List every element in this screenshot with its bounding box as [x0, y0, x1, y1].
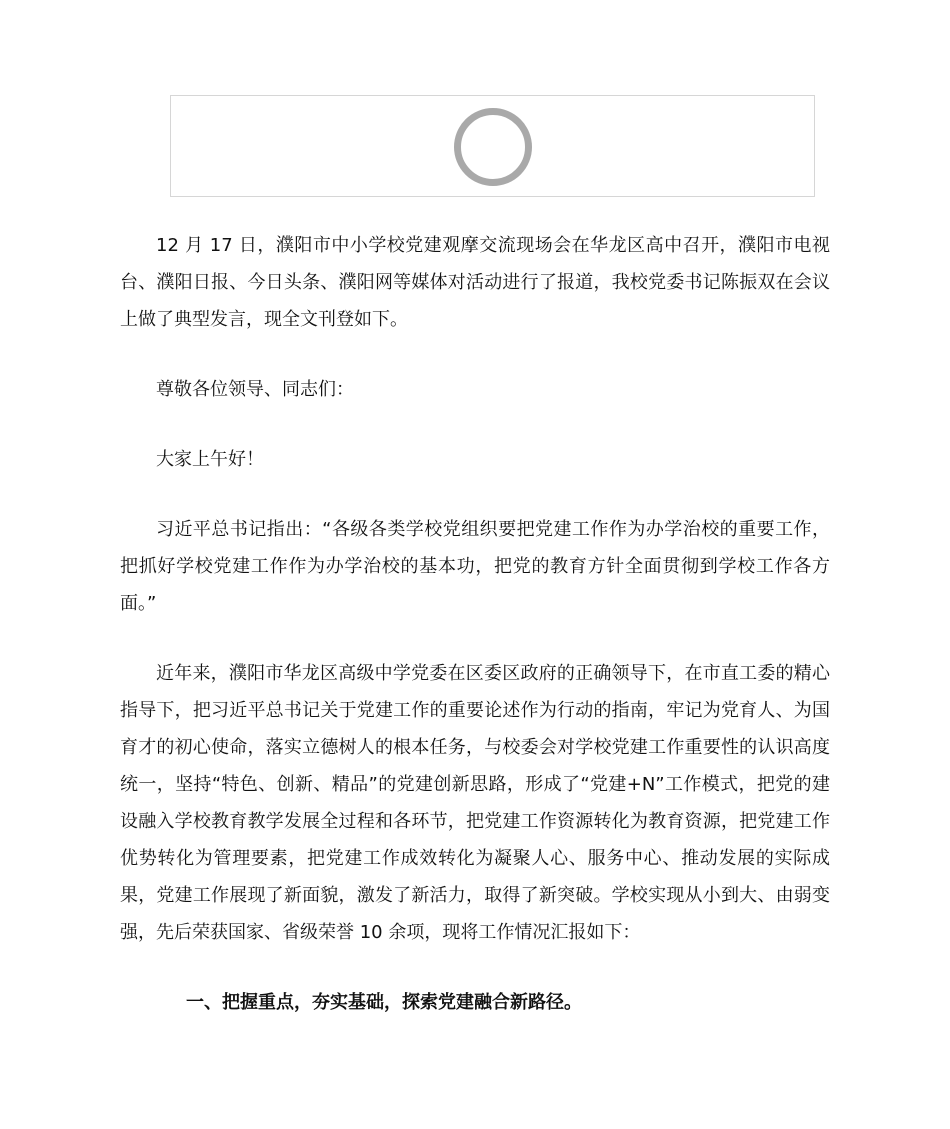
- salutation: 尊敬各位领导、同志们：: [156, 379, 354, 400]
- image-placeholder: [170, 95, 815, 197]
- intro-paragraph: 12 月 17 日，濮阳市中小学校党建观摩交流现场会在华龙区高中召开，濮阳市电视台、濮阳日报、今日头条、濮阳网等媒体对活动进行了报道，我校党委书记陈振双在会议上做了典型发言，现全文刊登如下。: [120, 235, 830, 330]
- greeting: 大家上午好！: [156, 449, 264, 470]
- quote-paragraph: 习近平总书记指出：“各级各类学校党组织要把党建工作作为办学治校的重要工作，把抓好学校党建工作作为办学治校的基本功，把党的教育方针全面贯彻到学校工作各方面。”: [120, 519, 830, 614]
- article-body: [120, 227, 830, 1021]
- section-heading: 一、把握重点，夯实基础，探索党建融合新路径。: [186, 992, 582, 1013]
- body-paragraph: 近年来，濮阳市华龙区高级中学党委在区委区政府的正确领导下，在市直工委的精心指导下，把习近平总书记关于党建工作的重要论述作为行动的指南，牢记为党育人、为国育才的初心使命，落实立德树人的根本任务，与校委会对学校党建工作重要性的认识高度统一，坚持“特色、创新、精品”的党建创新思路，形成了“党建+N”工作模式，把党的建设融入学校教育教学发展全过程和各环节，把党建工作资源转化为教育资源，把党建工作优势转化为管理要素，把党建工作成效转化为凝聚人心、服务中心、推动发展的实际成果，党建工作展现了新面貌，激发了新活力，取得了新突破。学校实现从小到大、由弱变强，先后荣获国家、省级荣誉 10 余项，现将工作情况汇报如下：: [120, 663, 830, 943]
- loading-spinner-icon: [454, 108, 532, 186]
